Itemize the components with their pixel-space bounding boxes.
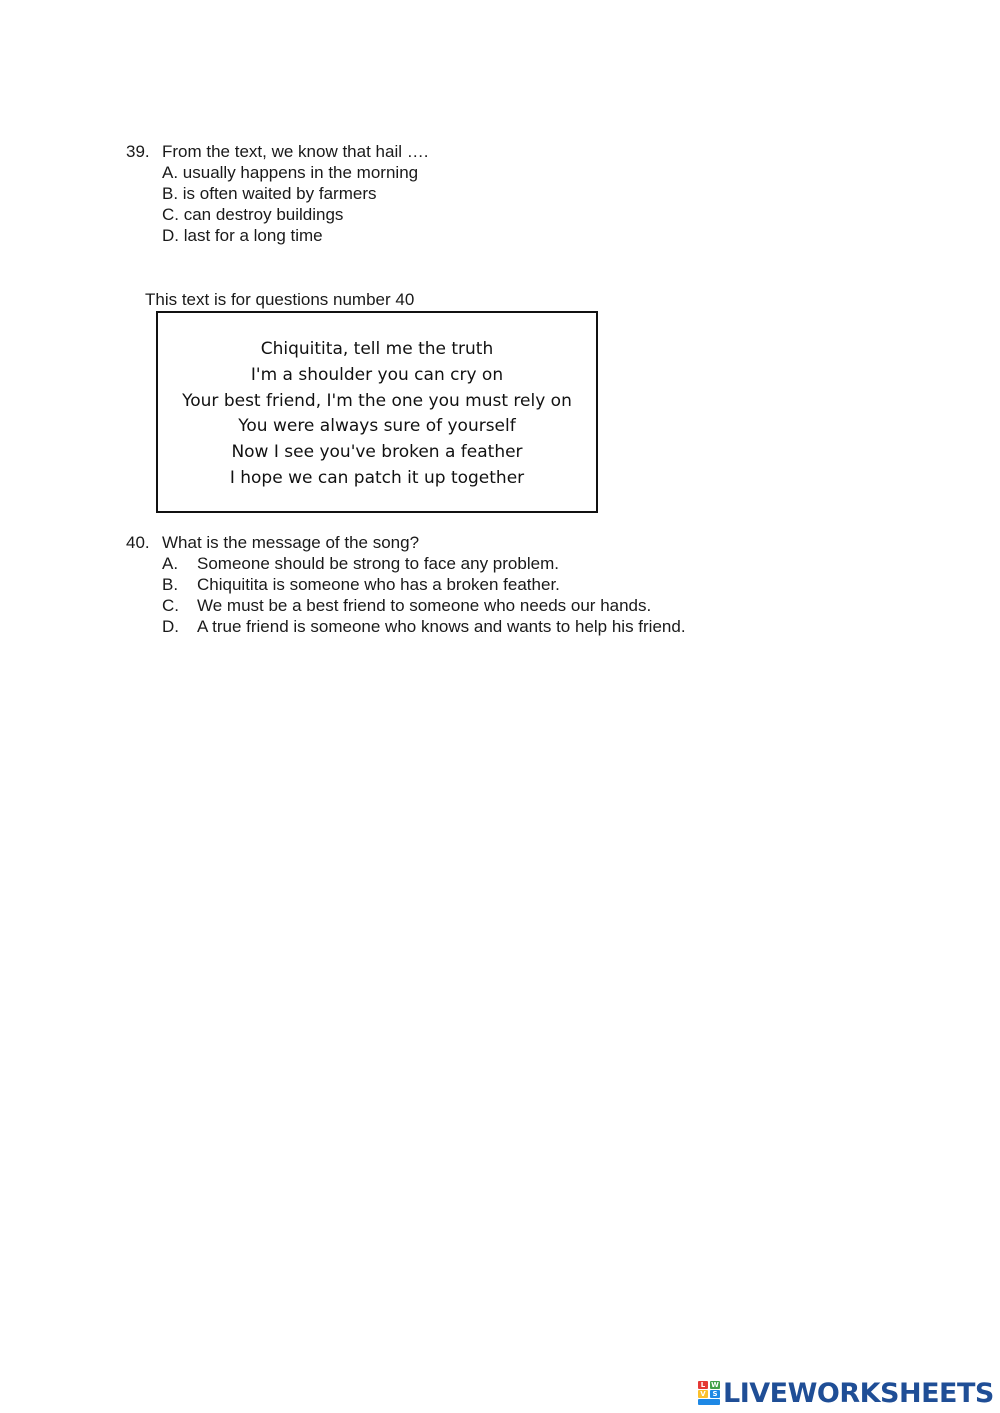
song-line: Chiquitita, tell me the truth: [260, 339, 494, 359]
liveworksheets-logo-icon: [697, 1379, 721, 1407]
question-39-option-c: C. can destroy buildings: [162, 205, 344, 224]
question-40-option-d-text: A true friend is someone who knows and wants to help his friend.: [197, 617, 686, 636]
question-40-option-a-letter: A.: [162, 554, 179, 573]
question-40-option-c-text: We must be a best friend to someone who needs our hands.: [197, 596, 652, 615]
passage-intro: This text is for questions number 40: [145, 290, 415, 309]
liveworksheets-logo: [697, 1378, 994, 1408]
question-39-number: 39.: [126, 142, 150, 161]
song-line: I'm a shoulder you can cry on: [250, 364, 504, 385]
song-line: You were always sure of yourself: [238, 416, 516, 437]
song-line: Your best friend, I'm the one you must rely on: [182, 390, 572, 411]
question-39-option-a: A. usually happens in the morning: [162, 163, 419, 182]
question-40-option-c-letter: C.: [162, 596, 179, 615]
question-39-stem: From the text, we know that hail ….: [162, 142, 429, 161]
question-40-option-a-text: Someone should be strong to face any problem.: [197, 554, 559, 573]
question-40-number: 40.: [126, 533, 150, 552]
logo-icon-tile: V: [698, 1390, 708, 1398]
logo-icon-base: [698, 1399, 720, 1405]
question-40-stem: What is the message of the song?: [162, 533, 420, 552]
question-39-option-b: B. is often waited by farmers: [162, 184, 377, 203]
logo-icon-tile: W: [711, 1381, 719, 1389]
song-lyrics-box: [156, 311, 598, 513]
question-40-option-d-letter: D.: [162, 617, 179, 636]
question-39-option-d: D. last for a long time: [162, 226, 323, 245]
song-line: Now I see you've broken a feather: [231, 442, 523, 463]
logo-icon-tile: L: [698, 1381, 708, 1389]
logo-text: LIVEWORKSHEETS: [723, 1377, 994, 1409]
song-lyrics: [158, 337, 596, 492]
question-40-option-b-letter: B.: [162, 575, 179, 594]
logo-icon-tile: S: [710, 1390, 720, 1398]
song-line: I hope we can patch it up together: [229, 467, 525, 488]
question-40-option-b-text: Chiquitita is someone who has a broken feather.: [197, 575, 560, 594]
